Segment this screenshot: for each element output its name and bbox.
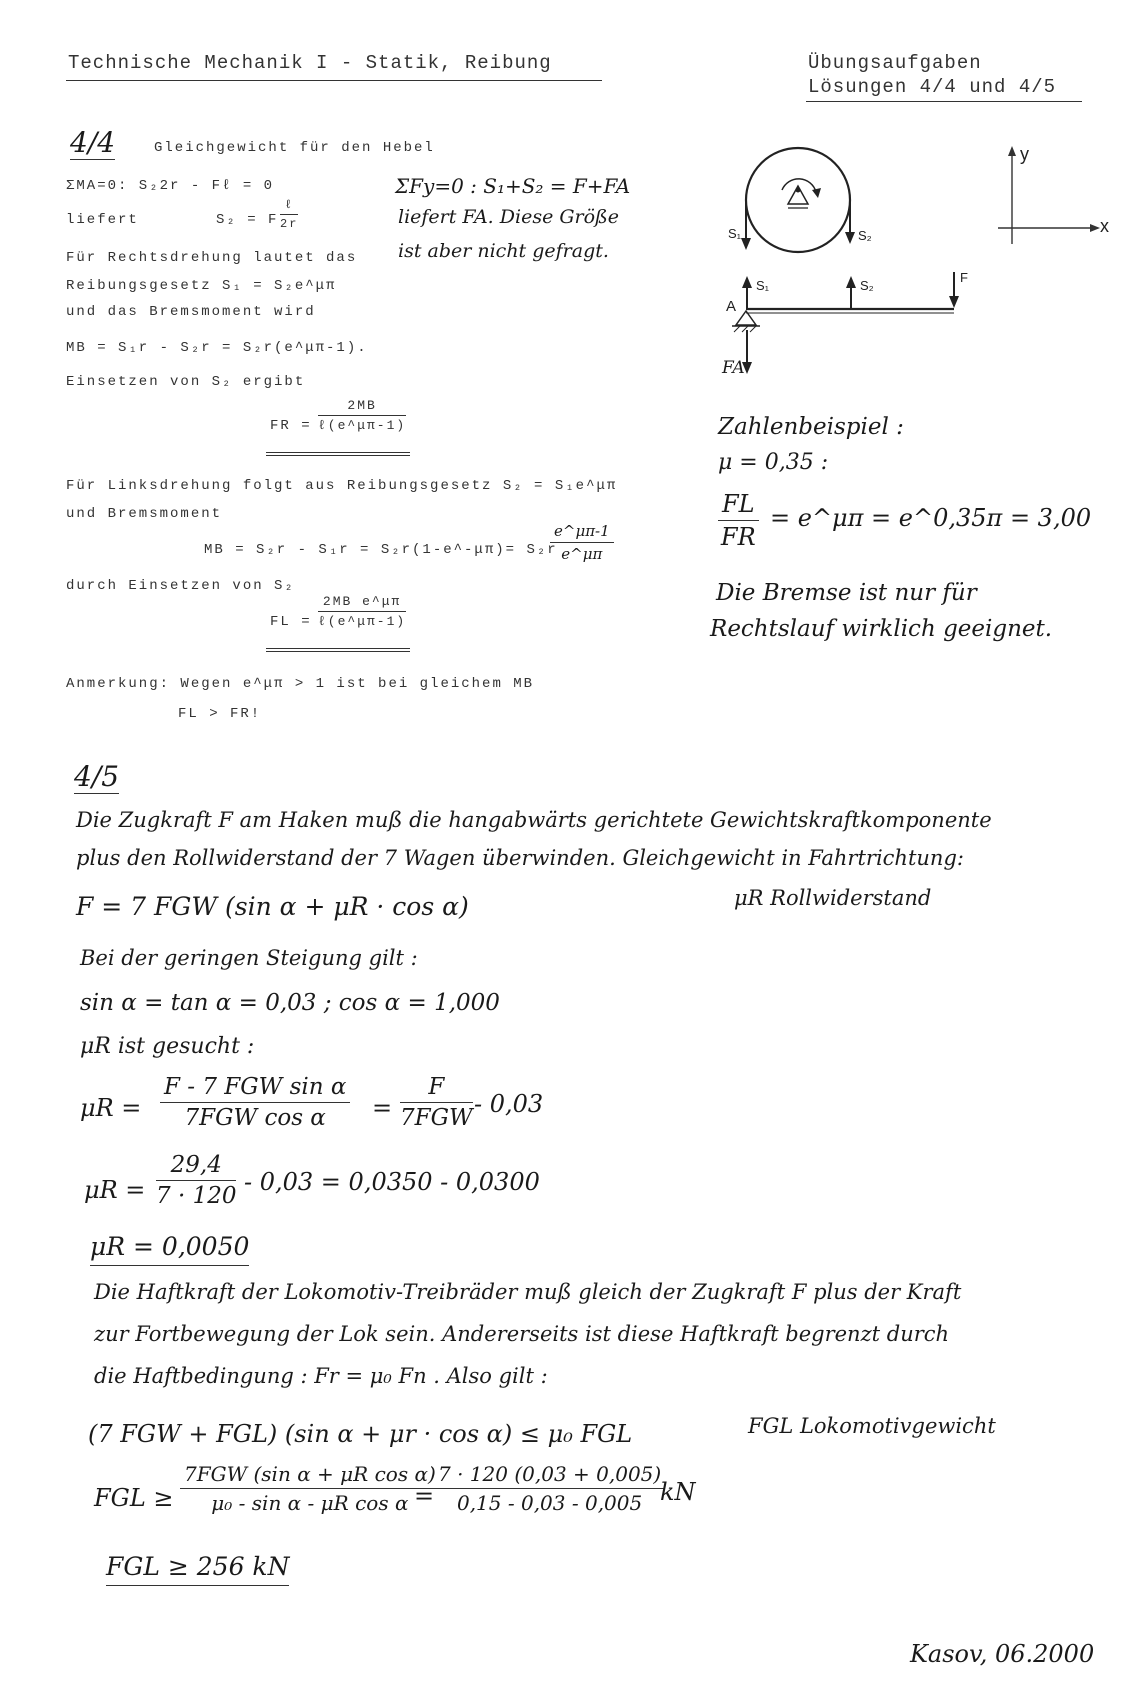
header-exercises: Übungsaufgaben [808, 52, 982, 74]
liefert-label: liefert [66, 212, 139, 228]
fr-num: 2MB [318, 398, 406, 416]
ratio-fraction [718, 490, 759, 551]
fgl-fraction-2 [434, 1462, 665, 1515]
fgl-num-1: 7FGW (sin α + μR cos α) [180, 1462, 440, 1489]
fgl-unit: kN [660, 1478, 696, 1506]
haft-line-1: Die Haftkraft der Lokomotiv-Treibräder muß gleich der Zugkraft F plus der Kraft [94, 1280, 962, 1304]
label-s2-lever: S₂ [860, 278, 874, 293]
fgl-fraction-1 [180, 1462, 440, 1515]
mur-fraction-2 [400, 1074, 473, 1131]
mur-den-1: 7FGW cos α [184, 1105, 326, 1131]
mur-sought: μR ist gesucht : [80, 1034, 255, 1059]
sin-cos-values: sin α = tan α = 0,03 ; cos α = 1,000 [80, 990, 500, 1016]
fl-num: 2MB e^μπ [318, 594, 406, 612]
mur-result: μR = 0,0050 [90, 1232, 249, 1266]
mur2-lhs: μR = [84, 1176, 146, 1204]
fy-note-1: liefert FA. Diese Größe [398, 206, 619, 228]
remark-line-1: Anmerkung: Wegen e^μπ > 1 ist bei gleichem MB [66, 676, 535, 692]
remark-line-2: FL > FR! [178, 706, 262, 722]
mur-num-1: F - 7 FGW sin α [160, 1074, 350, 1103]
fy-equation: ΣFy=0 : S₁+S₂ = F+FA [395, 174, 631, 198]
rolling-resistance-label: μR Rollwiderstand [734, 886, 932, 910]
label-s1-rope: S₁ [728, 226, 742, 241]
problem-number-45: 4/5 [74, 760, 120, 793]
slope-text: Bei der geringen Steigung gilt : [80, 946, 418, 970]
problem-number-44: 4/4 [70, 126, 116, 159]
example-title: Zahlenbeispiel : [718, 414, 904, 440]
inequality: (7 FGW + FGL) (sin α + μr · cos α) ≤ μ₀ FGL [88, 1420, 633, 1448]
mur2-tail: - 0,03 = 0,0350 - 0,0300 [244, 1168, 540, 1196]
fr-lhs: FR = [270, 418, 312, 434]
label-f: F [960, 270, 968, 285]
links-line-1: Für Linksdrehung folgt aus Reibungsgesetz S₂ = S₁e^μπ [66, 478, 618, 494]
header-title: Technische Mechanik I - Statik, Reibung [68, 52, 552, 74]
label-s2-rope: S₂ [858, 228, 872, 243]
mur2-den: 7 · 120 [156, 1183, 237, 1209]
s2-num: ℓ [280, 198, 298, 215]
fgl-den-1: μ₀ - sin α - μR cos α [211, 1491, 409, 1515]
loco-weight-label: FGL Lokomotivgewicht [748, 1414, 996, 1438]
mur-den-2: 7FGW [400, 1105, 473, 1131]
label-axis-y: y [1020, 144, 1029, 164]
s2-den: 2r [280, 217, 299, 231]
ratio-result: = e^μπ = e^0,35π = 3,00 [770, 504, 1092, 532]
ratio-den: FR [720, 523, 756, 551]
links-line-2: und Bremsmoment [66, 506, 223, 522]
conclusion-line-2: Rechtslauf wirklich geeignet. [710, 616, 1053, 642]
fgl-lhs: FGL ≥ [94, 1484, 174, 1512]
mur2-num: 29,4 [156, 1152, 236, 1181]
haft-line-3: die Haftbedingung : Fr = μ₀ Fn . Also gilt : [94, 1364, 548, 1388]
fgl-result: FGL ≥ 256 kN [106, 1552, 289, 1586]
ratio-num: FL [718, 490, 759, 521]
force-equation: F = 7 FGW (sin α + μR · cos α) [76, 892, 469, 921]
fgl-equals: = [414, 1482, 435, 1510]
mur-equals: = [372, 1094, 393, 1122]
rechts-line-3: und das Bremsmoment wird [66, 304, 316, 320]
durch-line: durch Einsetzen von S₂ [66, 578, 295, 594]
mur-fraction-1 [160, 1074, 350, 1131]
label-axis-x: x [1100, 216, 1109, 236]
mur2-fraction [156, 1152, 236, 1209]
fr-den: ℓ(e^μπ-1) [318, 418, 407, 433]
moment-equation: ΣMA=0: S₂2r - Fℓ = 0 [66, 178, 275, 194]
mu-value: μ = 0,35 : [718, 450, 829, 475]
label-s1-lever: S₁ [756, 278, 770, 293]
fy-note-2: ist aber nicht gefragt. [398, 240, 609, 262]
brake-moment-left: MB = S₂r - S₁r = S₂r(1-e^-μπ)= S₂r [204, 542, 558, 558]
s2-lhs: S₂ = F [216, 212, 279, 228]
fgl-den-2: 0,15 - 0,03 - 0,005 [456, 1491, 643, 1515]
mur-lhs: μR = [80, 1094, 142, 1122]
brake-moment-right: MB = S₁r - S₂r = S₂r(e^μπ-1). [66, 340, 368, 356]
rechts-line-1: Für Rechtsdrehung lautet das [66, 250, 358, 266]
heading-lever-equilibrium: Gleichgewicht für den Hebel [154, 140, 435, 156]
fl-lhs: FL = [270, 614, 312, 630]
label-fa: FA [722, 358, 745, 378]
header-solutions: Lösungen 4/4 und 4/5 [808, 76, 1057, 98]
haft-line-2: zur Fortbewegung der Lok sein. Andererseits ist diese Haftkraft begrenzt durch [94, 1322, 950, 1346]
mb-left-num: e^μπ-1 [550, 522, 614, 543]
fl-den: ℓ(e^μπ-1) [318, 614, 407, 629]
signature: Kasov, 06.2000 [910, 1640, 1095, 1668]
rechts-line-2: Reibungsgesetz S₁ = S₂e^μπ [66, 278, 337, 294]
mur-tail: - 0,03 [474, 1090, 544, 1118]
mb-left-den: e^μπ [561, 545, 603, 563]
fgl-num-2: 7 · 120 (0,03 + 0,005) [434, 1462, 665, 1489]
label-a: A [726, 298, 737, 315]
mur-num-2: F [400, 1074, 473, 1103]
conclusion-line-1: Die Bremse ist nur für [716, 580, 977, 606]
intro-line-2: plus den Rollwiderstand der 7 Wagen überwinden. Gleichgewicht in Fahrtrichtung: [76, 846, 964, 870]
intro-line-1: Die Zugkraft F am Haken muß die hangabwärts gerichtete Gewichtskraftkomponente [76, 808, 992, 832]
einsetzen-line: Einsetzen von S₂ ergibt [66, 374, 306, 390]
